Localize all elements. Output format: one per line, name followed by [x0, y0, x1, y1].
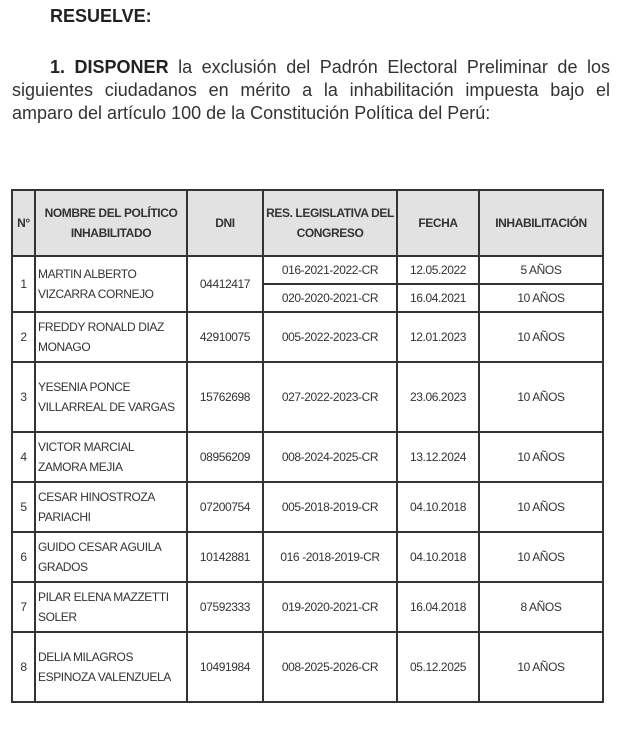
- disqualification-value: 10 AÑOS: [479, 432, 603, 482]
- date-value: 04.10.2018: [397, 532, 479, 582]
- dni-value: 04412417: [187, 256, 263, 312]
- row-number: 6: [12, 532, 35, 582]
- disqualified-politicians-table: [11, 189, 604, 703]
- table-row: [12, 312, 603, 362]
- dni-value: 10491984: [187, 632, 263, 702]
- table-row: [12, 632, 603, 702]
- politician-name: GUIDO CESAR AGUILA GRADOS: [35, 532, 187, 582]
- politician-name: FREDDY RONALD DIAZ MONAGO: [35, 312, 187, 362]
- politician-name: MARTIN ALBERTO VIZCARRA CORNEJO: [35, 256, 187, 312]
- table-header-row: [12, 190, 603, 256]
- date-value: 04.10.2018: [397, 482, 479, 532]
- dni-value: 15762698: [187, 362, 263, 432]
- row-number: 1: [12, 256, 35, 312]
- date-value: 16.04.2018: [397, 582, 479, 632]
- resolution-value: 027-2022-2023-CR: [263, 362, 397, 432]
- disqualification-value: 10 AÑOS: [479, 482, 603, 532]
- table-row: [12, 256, 603, 284]
- table-row: [12, 582, 603, 632]
- date-value: 05.12.2025: [397, 632, 479, 702]
- header-dni: DNI: [187, 190, 263, 256]
- date-value: 13.12.2024: [397, 432, 479, 482]
- dni-value: 10142881: [187, 532, 263, 582]
- section-heading: RESUELVE:: [50, 6, 152, 26]
- disqualification-value: 10 AÑOS: [479, 632, 603, 702]
- disqualification-value: 10 AÑOS: [479, 362, 603, 432]
- date-value: 23.06.2023: [397, 362, 479, 432]
- header-inh: INHABILITACIÓN: [479, 190, 603, 256]
- resolution-value: 020-2020-2021-CR: [263, 284, 397, 312]
- table-row: [12, 482, 603, 532]
- resolution-paragraph: [12, 56, 610, 125]
- politician-name: YESENIA PONCE VILLARREAL DE VARGAS: [35, 362, 187, 432]
- politician-name: DELIA MILAGROS ESPINOZA VALENZUELA: [35, 632, 187, 702]
- row-number: 7: [12, 582, 35, 632]
- resolution-value: 016-2021-2022-CR: [263, 256, 397, 284]
- date-value: 12.05.2022: [397, 256, 479, 284]
- header-name: NOMBRE DEL POLÍTICO INHABILITADO: [35, 190, 187, 256]
- resolution-value: 019-2020-2021-CR: [263, 582, 397, 632]
- dni-value: 07592333: [187, 582, 263, 632]
- dni-value: 07200754: [187, 482, 263, 532]
- politician-name: VICTOR MARCIAL ZAMORA MEJIA: [35, 432, 187, 482]
- paragraph-text: la exclusión del Padrón Electoral Preliminar de los siguientes ciudadanos en mérito a la inhabilitación impuesta bajo el amparo del artículo 100 de la Constitución Política del Perú:: [12, 57, 610, 123]
- date-value: 16.04.2021: [397, 284, 479, 312]
- row-number: 5: [12, 482, 35, 532]
- resolution-value: 008-2025-2026-CR: [263, 632, 397, 702]
- resolution-value: 008-2024-2025-CR: [263, 432, 397, 482]
- row-number: 4: [12, 432, 35, 482]
- item-number: 1.: [50, 57, 66, 77]
- politician-name: CESAR HINOSTROZA PARIACHI: [35, 482, 187, 532]
- disqualification-value: 8 AÑOS: [479, 582, 603, 632]
- row-number: 2: [12, 312, 35, 362]
- disqualification-value: 10 AÑOS: [479, 284, 603, 312]
- resolution-value: 016 -2018-2019-CR: [263, 532, 397, 582]
- row-number: 3: [12, 362, 35, 432]
- disqualification-value: 5 AÑOS: [479, 256, 603, 284]
- resolution-value: 005-2018-2019-CR: [263, 482, 397, 532]
- table-row: [12, 432, 603, 482]
- disqualification-value: 10 AÑOS: [479, 312, 603, 362]
- header-n: N°: [12, 190, 35, 256]
- resolution-value: 005-2022-2023-CR: [263, 312, 397, 362]
- table-row: [12, 362, 603, 432]
- dni-value: 42910075: [187, 312, 263, 362]
- politician-name: PILAR ELENA MAZZETTI SOLER: [35, 582, 187, 632]
- header-res: RES. LEGISLATIVA DEL CONGRESO: [263, 190, 397, 256]
- date-value: 12.01.2023: [397, 312, 479, 362]
- header-date: FECHA: [397, 190, 479, 256]
- dni-value: 08956209: [187, 432, 263, 482]
- disqualification-value: 10 AÑOS: [479, 532, 603, 582]
- row-number: 8: [12, 632, 35, 702]
- keyword: DISPONER: [74, 57, 169, 77]
- table-row: [12, 532, 603, 582]
